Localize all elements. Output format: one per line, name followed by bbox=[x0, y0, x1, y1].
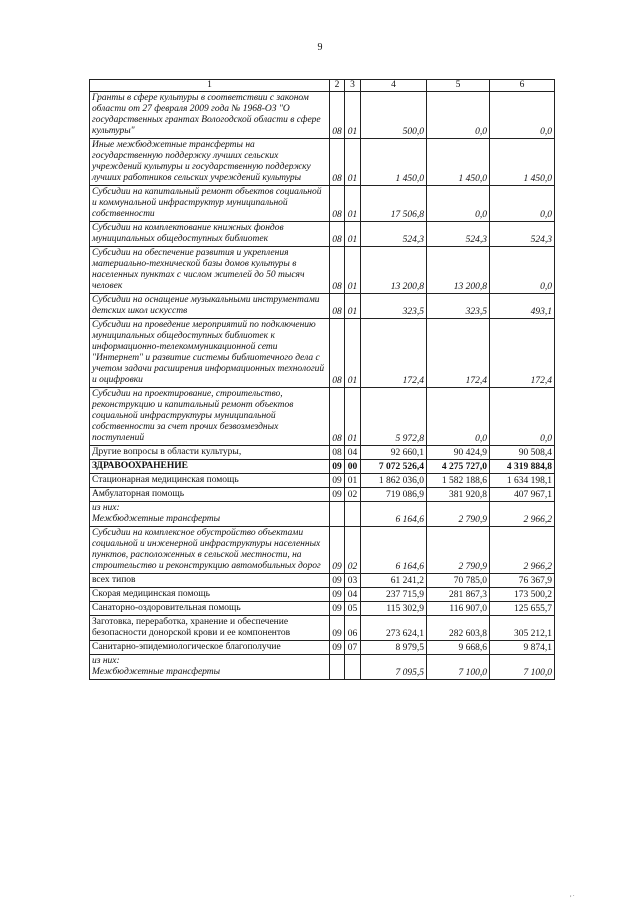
subsection-code-cell: 06 bbox=[345, 616, 361, 641]
table-row bbox=[90, 488, 555, 502]
row-name-cell: Субсидии на комплектование книжных фондов муниципальных общедоступных библиотек bbox=[90, 222, 330, 247]
value-cell-col4: 273 624,1 bbox=[361, 616, 427, 641]
table-row bbox=[90, 655, 555, 680]
table-row bbox=[90, 247, 555, 294]
table-row bbox=[90, 616, 555, 641]
value-cell-col6: 2 966,2 bbox=[490, 502, 555, 527]
value-cell-col6: 9 874,1 bbox=[490, 641, 555, 655]
value-cell-col4: 1 862 036,0 bbox=[361, 474, 427, 488]
value-cell-col5: 381 920,8 bbox=[427, 488, 490, 502]
row-name-cell: Иные межбюджетные трансферты на государственную поддержку лучших сельских учреждений культуры и государственную поддержку лучших работников сельских учреждений культуры bbox=[90, 139, 330, 186]
value-cell-col6: 7 100,0 bbox=[490, 655, 555, 680]
value-cell-col4: 61 241,2 bbox=[361, 574, 427, 588]
row-name-cell: Санитарно-эпидемиологическое благополучие bbox=[90, 641, 330, 655]
table-row bbox=[90, 588, 555, 602]
table-row bbox=[90, 527, 555, 574]
value-cell-col5: 2 790,9 bbox=[427, 502, 490, 527]
subsection-code-cell: 05 bbox=[345, 602, 361, 616]
value-cell-col4: 172,4 bbox=[361, 319, 427, 388]
value-cell-col4: 323,5 bbox=[361, 294, 427, 319]
value-cell-col5: 4 275 727,0 bbox=[427, 460, 490, 474]
header-cell: 3 bbox=[345, 80, 361, 92]
value-cell-col5: 282 603,8 bbox=[427, 616, 490, 641]
subsection-code-cell: 01 bbox=[345, 186, 361, 222]
section-code-cell: 09 bbox=[330, 602, 345, 616]
value-cell-col5: 524,3 bbox=[427, 222, 490, 247]
row-name-cell: Субсидии на обеспечение развития и укрепления материально-технической базы домов культуры в населенных пунктах с числом жителей до 50 тысяч человек bbox=[90, 247, 330, 294]
table-header-row bbox=[90, 80, 555, 92]
section-code-cell: 08 bbox=[330, 139, 345, 186]
section-code-cell: 09 bbox=[330, 488, 345, 502]
value-cell-col5: 1 582 188,6 bbox=[427, 474, 490, 488]
table-row bbox=[90, 446, 555, 460]
row-name-cell: Заготовка, переработка, хранение и обеспечение безопасности донорской крови и ее компонентов bbox=[90, 616, 330, 641]
section-code-cell: 09 bbox=[330, 574, 345, 588]
value-cell-col6: 172,4 bbox=[490, 319, 555, 388]
row-name-cell: Субсидии на проектирование, строительство, реконструкцию и капитальный ремонт объектов социальной инфраструктуры муниципальной собственности за счет прочих безвозмездных поступлений bbox=[90, 388, 330, 446]
section-code-cell: 08 bbox=[330, 222, 345, 247]
value-cell-col5: 116 907,0 bbox=[427, 602, 490, 616]
value-cell-col5: 0,0 bbox=[427, 388, 490, 446]
section-code-cell: 08 bbox=[330, 446, 345, 460]
value-cell-col4: 237 715,9 bbox=[361, 588, 427, 602]
row-name-cell: Гранты в сфере культуры в соответствии с законом области от 27 февраля 2009 года № 1968-ОЗ "О государственных грантах Вологодской области в сфере культуры" bbox=[90, 92, 330, 139]
value-cell-col5: 13 200,8 bbox=[427, 247, 490, 294]
section-code-cell: 09 bbox=[330, 474, 345, 488]
subsection-code-cell: 01 bbox=[345, 247, 361, 294]
section-code-cell: 08 bbox=[330, 247, 345, 294]
row-name-cell: Субсидии на проведение мероприятий по подключению муниципальных общедоступных библиотек к информационно-телекоммуникационной сети "Интернет" и развитие системы библиотечного дела с учетом задачи расширения информационных технологий и оцифровки bbox=[90, 319, 330, 388]
budget-table bbox=[89, 79, 555, 680]
section-code-cell: 09 bbox=[330, 460, 345, 474]
table-row bbox=[90, 460, 555, 474]
row-name-cell: из них: Межбюджетные трансферты bbox=[90, 502, 330, 527]
value-cell-col4: 7 095,5 bbox=[361, 655, 427, 680]
row-name-cell: Субсидии на капитальный ремонт объектов социальной и коммунальной инфраструктур муниципальной собственности bbox=[90, 186, 330, 222]
subsection-code-cell: 01 bbox=[345, 319, 361, 388]
subsection-code-cell: 01 bbox=[345, 388, 361, 446]
value-cell-col6: 305 212,1 bbox=[490, 616, 555, 641]
row-name-cell: всех типов bbox=[90, 574, 330, 588]
row-name-cell: ЗДРАВООХРАНЕНИЕ bbox=[90, 460, 330, 474]
table-row bbox=[90, 502, 555, 527]
table-row bbox=[90, 294, 555, 319]
subsection-code-cell: 02 bbox=[345, 527, 361, 574]
value-cell-col6: 493,1 bbox=[490, 294, 555, 319]
value-cell-col4: 115 302,9 bbox=[361, 602, 427, 616]
section-code-cell: 08 bbox=[330, 319, 345, 388]
row-name-cell: из них: Межбюджетные трансферты bbox=[90, 655, 330, 680]
table-row bbox=[90, 92, 555, 139]
table-row bbox=[90, 474, 555, 488]
row-name-cell: Стационарная медицинская помощь bbox=[90, 474, 330, 488]
section-code-cell: 08 bbox=[330, 388, 345, 446]
subsection-code-cell: 07 bbox=[345, 641, 361, 655]
table-row bbox=[90, 388, 555, 446]
row-name-cell: Скорая медицинская помощь bbox=[90, 588, 330, 602]
page-number: 9 bbox=[317, 42, 323, 53]
value-cell-col5: 90 424,9 bbox=[427, 446, 490, 460]
section-code-cell: 08 bbox=[330, 92, 345, 139]
row-name-cell: Субсидии на оснащение музыкальными инструментами детских школ искусств bbox=[90, 294, 330, 319]
value-cell-col6: 0,0 bbox=[490, 186, 555, 222]
value-cell-col4: 92 660,1 bbox=[361, 446, 427, 460]
value-cell-col6: 524,3 bbox=[490, 222, 555, 247]
value-cell-col4: 13 200,8 bbox=[361, 247, 427, 294]
value-cell-col5: 323,5 bbox=[427, 294, 490, 319]
row-name-cell: Амбулаторная помощь bbox=[90, 488, 330, 502]
section-code-cell: 09 bbox=[330, 641, 345, 655]
row-name-cell: Санаторно-оздоровительная помощь bbox=[90, 602, 330, 616]
value-cell-col4: 7 072 526,4 bbox=[361, 460, 427, 474]
value-cell-col6: 1 634 198,1 bbox=[490, 474, 555, 488]
header-cell: 1 bbox=[90, 80, 330, 92]
row-name-cell: Субсидии на комплексное обустройство объектами социальной и инженерной инфраструктуры населенных пунктов, расположенных в сельской местности, на строительство и реконструкцию автомобильных дорог bbox=[90, 527, 330, 574]
value-cell-col4: 1 450,0 bbox=[361, 139, 427, 186]
value-cell-col5: 172,4 bbox=[427, 319, 490, 388]
value-cell-col5: 0,0 bbox=[427, 92, 490, 139]
value-cell-col5: 281 867,3 bbox=[427, 588, 490, 602]
header-cell: 5 bbox=[427, 80, 490, 92]
subsection-code-cell: 01 bbox=[345, 294, 361, 319]
table-row bbox=[90, 602, 555, 616]
subsection-code-cell: 03 bbox=[345, 574, 361, 588]
section-code-cell: 09 bbox=[330, 616, 345, 641]
subsection-code-cell: 02 bbox=[345, 488, 361, 502]
value-cell-col4: 5 972,8 bbox=[361, 388, 427, 446]
section-code-cell bbox=[330, 655, 345, 680]
value-cell-col6: 76 367,9 bbox=[490, 574, 555, 588]
value-cell-col6: 0,0 bbox=[490, 247, 555, 294]
value-cell-col6: 0,0 bbox=[490, 388, 555, 446]
corner-mark: , . bbox=[570, 892, 575, 898]
value-cell-col5: 70 785,0 bbox=[427, 574, 490, 588]
value-cell-col6: 4 319 884,8 bbox=[490, 460, 555, 474]
value-cell-col4: 17 506,8 bbox=[361, 186, 427, 222]
subsection-code-cell: 00 bbox=[345, 460, 361, 474]
value-cell-col6: 173 500,2 bbox=[490, 588, 555, 602]
subsection-code-cell: 01 bbox=[345, 139, 361, 186]
value-cell-col5: 2 790,9 bbox=[427, 527, 490, 574]
table-row bbox=[90, 139, 555, 186]
subsection-code-cell bbox=[345, 502, 361, 527]
value-cell-col6: 407 967,1 bbox=[490, 488, 555, 502]
subsection-code-cell bbox=[345, 655, 361, 680]
header-cell: 4 bbox=[361, 80, 427, 92]
value-cell-col5: 1 450,0 bbox=[427, 139, 490, 186]
row-name-cell: Другие вопросы в области культуры, bbox=[90, 446, 330, 460]
value-cell-col5: 7 100,0 bbox=[427, 655, 490, 680]
value-cell-col4: 524,3 bbox=[361, 222, 427, 247]
subsection-code-cell: 01 bbox=[345, 92, 361, 139]
value-cell-col6: 2 966,2 bbox=[490, 527, 555, 574]
section-code-cell: 09 bbox=[330, 527, 345, 574]
value-cell-col5: 0,0 bbox=[427, 186, 490, 222]
value-cell-col5: 9 668,6 bbox=[427, 641, 490, 655]
subsection-code-cell: 01 bbox=[345, 474, 361, 488]
section-code-cell: 08 bbox=[330, 186, 345, 222]
value-cell-col4: 8 979,5 bbox=[361, 641, 427, 655]
value-cell-col6: 0,0 bbox=[490, 92, 555, 139]
table-row bbox=[90, 222, 555, 247]
header-cell: 2 bbox=[330, 80, 345, 92]
value-cell-col4: 719 086,9 bbox=[361, 488, 427, 502]
table-row bbox=[90, 186, 555, 222]
value-cell-col4: 500,0 bbox=[361, 92, 427, 139]
subsection-code-cell: 04 bbox=[345, 588, 361, 602]
value-cell-col6: 90 508,4 bbox=[490, 446, 555, 460]
table-row bbox=[90, 319, 555, 388]
section-code-cell: 09 bbox=[330, 588, 345, 602]
subsection-code-cell: 01 bbox=[345, 222, 361, 247]
section-code-cell: 08 bbox=[330, 294, 345, 319]
subsection-code-cell: 04 bbox=[345, 446, 361, 460]
table-row bbox=[90, 641, 555, 655]
table-row bbox=[90, 574, 555, 588]
section-code-cell bbox=[330, 502, 345, 527]
value-cell-col4: 6 164,6 bbox=[361, 527, 427, 574]
value-cell-col4: 6 164,6 bbox=[361, 502, 427, 527]
value-cell-col6: 1 450,0 bbox=[490, 139, 555, 186]
value-cell-col6: 125 655,7 bbox=[490, 602, 555, 616]
header-cell: 6 bbox=[490, 80, 555, 92]
